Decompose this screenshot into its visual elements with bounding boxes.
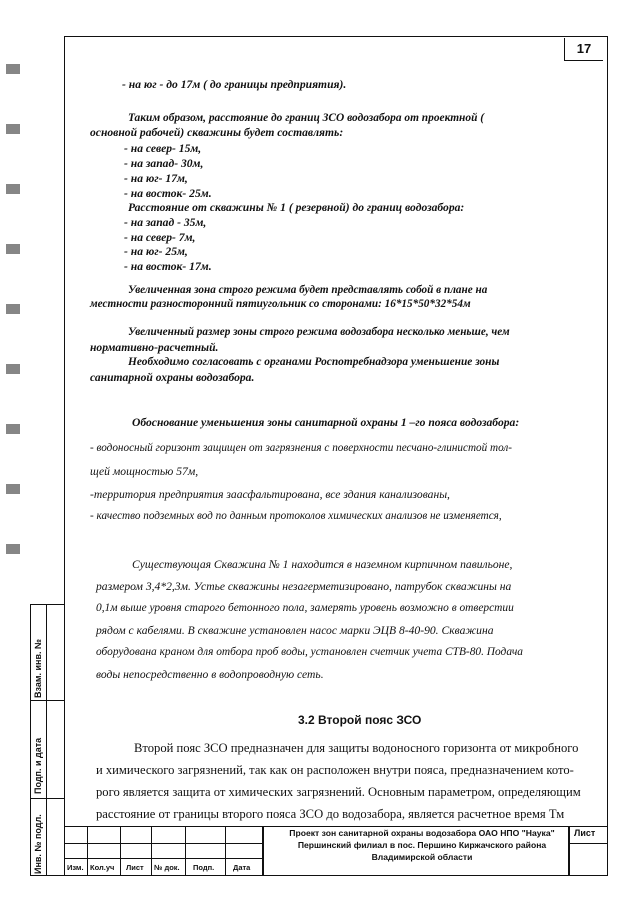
stamp-rule [225,826,226,876]
margin-label: Взам. инв. № [33,638,43,698]
section-line: Второй пояс ЗСО предназначен для защиты водоносного горизонта от микробного [134,741,579,755]
stamp-rule [64,843,262,844]
text-line: воды непосредственно в водопроводную сеть. [96,668,324,681]
section-line: рого является защита от химических загрязнений. Основным параметром, определяющим [96,785,581,799]
sheet-label: Лист [574,828,596,838]
stamp-column-label: Изм. [67,863,84,872]
text-line: - на юг- 17м, [124,172,188,185]
text-line: 0,1м выше уровня старого бетонного пола, замерять уровень возможно в отверстии [96,602,514,614]
scan-mark [6,64,20,74]
stamp-rule [64,858,262,859]
text-line: - на восток- 17м. [124,260,212,273]
text-line: Увеличенная зона строго режима будет представлять собой в плане на [128,284,488,296]
margin-label: Подп. и дата [33,737,43,794]
text-line: - на запад- 30м, [124,157,204,170]
text-line: щей мощностью 57м, [90,465,199,478]
stamp-rule [120,826,121,876]
stamp-rule [87,826,88,876]
scan-mark [6,244,20,254]
text-line: Таким образом, расстояние до границ ЗСО водозабора от проектной ( [128,112,485,124]
scan-mark [6,544,20,554]
stamp-title-line: Проект зон санитарной охраны водозабора ОАО НПО "Наука" [289,828,555,838]
text-line: Необходимо согласовать с органами Роспотребнадзора уменьшение зоны [128,356,500,368]
text-line: - на восток- 25м. [124,187,212,200]
stamp-rule [185,826,186,876]
scan-mark [6,364,20,374]
text-line: нормативно-расчетный. [90,341,219,354]
stamp-title-line: Першинский филиал в пос. Першино Киржачского района [297,840,547,850]
scan-mark [6,184,20,194]
text-line: размером 3,4*2,3м. Устье скважины незагерметизировано, патрубок скважины на [96,580,512,593]
text-line: санитарной охраны водозабора. [90,371,255,384]
text-line: - качество подземных вод по данным протоколов химических анализов не изменяется, [90,510,502,522]
scan-mark [6,304,20,314]
text-line: - на запад - 35м, [124,216,207,229]
scan-mark [6,484,20,494]
scan-mark [6,124,20,134]
text-line: оборудована краном для отбора проб воды, установлен счетчик учета СТВ-80. Подача [96,646,523,658]
text-line: - на юг- 25м, [124,245,188,258]
stamp-column-label: Кол.уч [90,863,115,872]
text-line: Обоснование уменьшения зоны санитарной охраны 1 –го пояса водозабора: [132,416,520,429]
stamp-column-label: Подп. [193,863,215,872]
stamp-rule [151,826,152,876]
stamp-column-label: Дата [233,863,251,872]
text-line: - водоносный горизонт защищен от загрязнения с поверхности песчано-глинистой тол- [90,442,513,454]
text-line: рядом с кабелями. В скважине установлен насос марки ЭЦВ 8-40-90. Скважина [96,624,494,637]
page-number: 17 [564,38,603,61]
section-line: расстояние от границы второго пояса ЗСО до водозабора, является расчетное время Тм [96,807,565,821]
stamp-title [262,827,582,863]
text-line: местности разносторонний пятиугольник со сторонами: 16*15*50*32*54м [90,298,471,310]
margin-label: Инв. № подл. [33,814,43,874]
text-line: - на юг - до 17м ( до границы предприятия). [122,78,347,91]
stamp-column-label: Лист [126,863,144,872]
section-line: и химического загрязнений, так как он расположен внутри пояса, предназначением кото- [96,763,574,777]
scan-mark [6,424,20,434]
text-line: -территория предприятия заасфальтирована, все здания канализованы, [90,488,450,501]
text-line: Расстояние от скважины № 1 ( резервной) до границ водозабора: [128,201,465,214]
stamp-title-line: Владимирской области [371,852,473,862]
text-line: основной рабочей) скважины будет составлять: [90,126,344,139]
text-line: - на север- 7м, [124,231,196,244]
section-heading: 3.2 Второй пояс ЗСО [298,713,422,727]
text-line: Существующая Скважина № 1 находится в наземном кирпичном павильоне, [132,558,513,571]
text-line: - на север- 15м, [124,142,202,155]
margin-divider [46,604,47,876]
stamp-column-label: № док. [154,863,180,872]
text-line: Увеличенный размер зоны строго режима водозабора несколько меньше, чем [128,326,510,338]
